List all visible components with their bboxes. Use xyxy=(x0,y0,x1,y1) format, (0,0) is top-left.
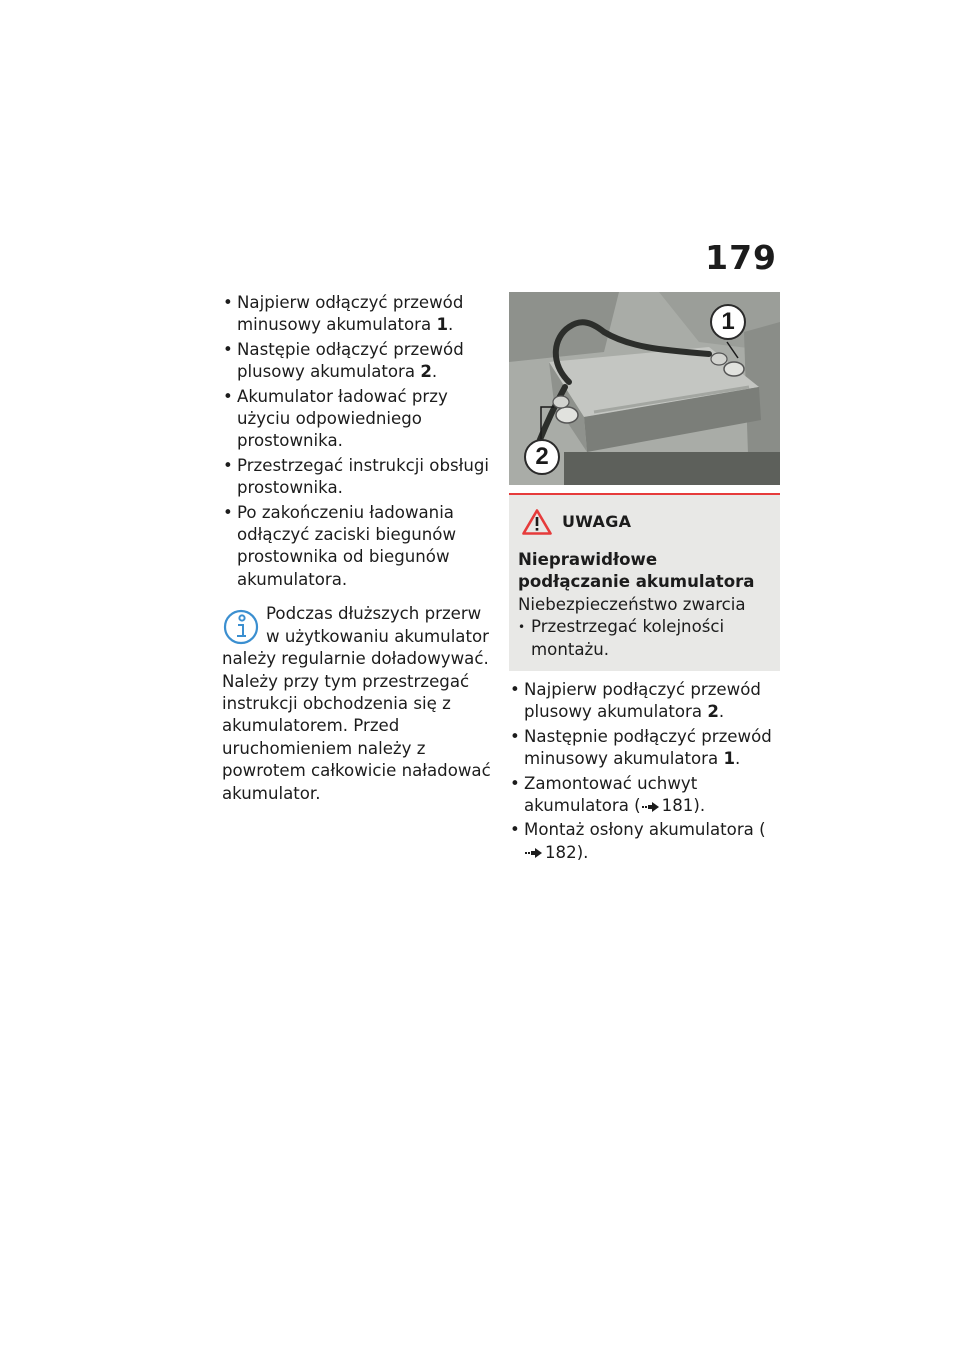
step-text: Najpierw odłączyć przewód minusowy akumulatora xyxy=(237,293,464,335)
list-item xyxy=(509,679,780,724)
warning-title: Nieprawidłowe podłączanie akumulatora xyxy=(518,550,755,592)
step-suffix: . xyxy=(431,362,438,382)
warning-label: UWAGA xyxy=(562,511,632,531)
list-item xyxy=(509,773,780,818)
step-suffix: ). xyxy=(576,842,589,862)
step-text: Po zakończeniu ładowania odłączyć zaciski biegunów prostownika od biegunów akumulatora. xyxy=(237,502,457,589)
warning-list xyxy=(518,616,772,661)
component-ref: 2 xyxy=(420,362,432,382)
component-ref: 1 xyxy=(723,749,735,769)
list-item: • Przestrzegać kolejności montażu. xyxy=(518,616,772,661)
step-text: Zamontować uchwyt akumulatora ( xyxy=(524,773,698,816)
step-text: Następie odłączyć przewód plusowy akumulatora xyxy=(237,339,464,382)
page-number: 179 xyxy=(705,238,777,277)
component-ref: 1 xyxy=(436,315,448,335)
info-icon xyxy=(222,605,260,647)
step-suffix: . xyxy=(735,749,741,769)
connect-steps xyxy=(509,679,780,864)
warning-triangle-icon xyxy=(522,509,552,535)
list-item xyxy=(222,292,492,337)
list-item xyxy=(222,386,492,453)
step-suffix: . xyxy=(718,702,725,722)
page-ref-arrow-icon xyxy=(525,847,543,859)
list-item xyxy=(509,726,780,771)
list-item xyxy=(222,339,492,384)
callout-1: 1 xyxy=(710,304,746,340)
step-text: Montaż osłony akumulatora ( xyxy=(524,820,766,840)
disconnect-steps xyxy=(222,292,492,591)
page-ref-arrow-icon xyxy=(642,801,660,813)
component-ref: 2 xyxy=(707,702,719,722)
left-column xyxy=(222,292,492,805)
list-item xyxy=(222,502,492,592)
list-item xyxy=(222,455,492,500)
page-reference[interactable]: 182 xyxy=(545,842,577,862)
list-item xyxy=(509,819,780,864)
right-column xyxy=(509,292,780,864)
step-text: Następnie podłączyć przewód minusowy akumulatora xyxy=(524,726,772,769)
step-text: Akumulator ładować przy użyciu odpowiedniego prostownika. xyxy=(237,386,448,451)
battery-figure xyxy=(509,292,780,485)
warning-subtitle: Niebezpieczeństwo zwarcia xyxy=(518,594,746,614)
step-text: Najpierw podłączyć przewód plusowy akumulatora xyxy=(524,680,761,722)
step-text: Przestrzegać instrukcji obsługi prostownika. xyxy=(237,455,490,498)
step-suffix: ). xyxy=(693,796,706,816)
callout-2: 2 xyxy=(524,439,560,475)
info-note xyxy=(222,603,492,805)
info-text: Podczas dłuższych przerw w użytkowaniu akumulator należy regularnie doładowywać. Należy przy tym przestrzegać instrukcji obchodzenia się z akumulatorem. Przed uruchomieniem należy z powrotem całkowicie naładować akumulator. xyxy=(222,604,491,803)
step-suffix: . xyxy=(448,315,454,335)
warning-header xyxy=(518,509,772,535)
warning-box xyxy=(509,493,780,671)
page-reference[interactable]: 181 xyxy=(661,796,694,816)
